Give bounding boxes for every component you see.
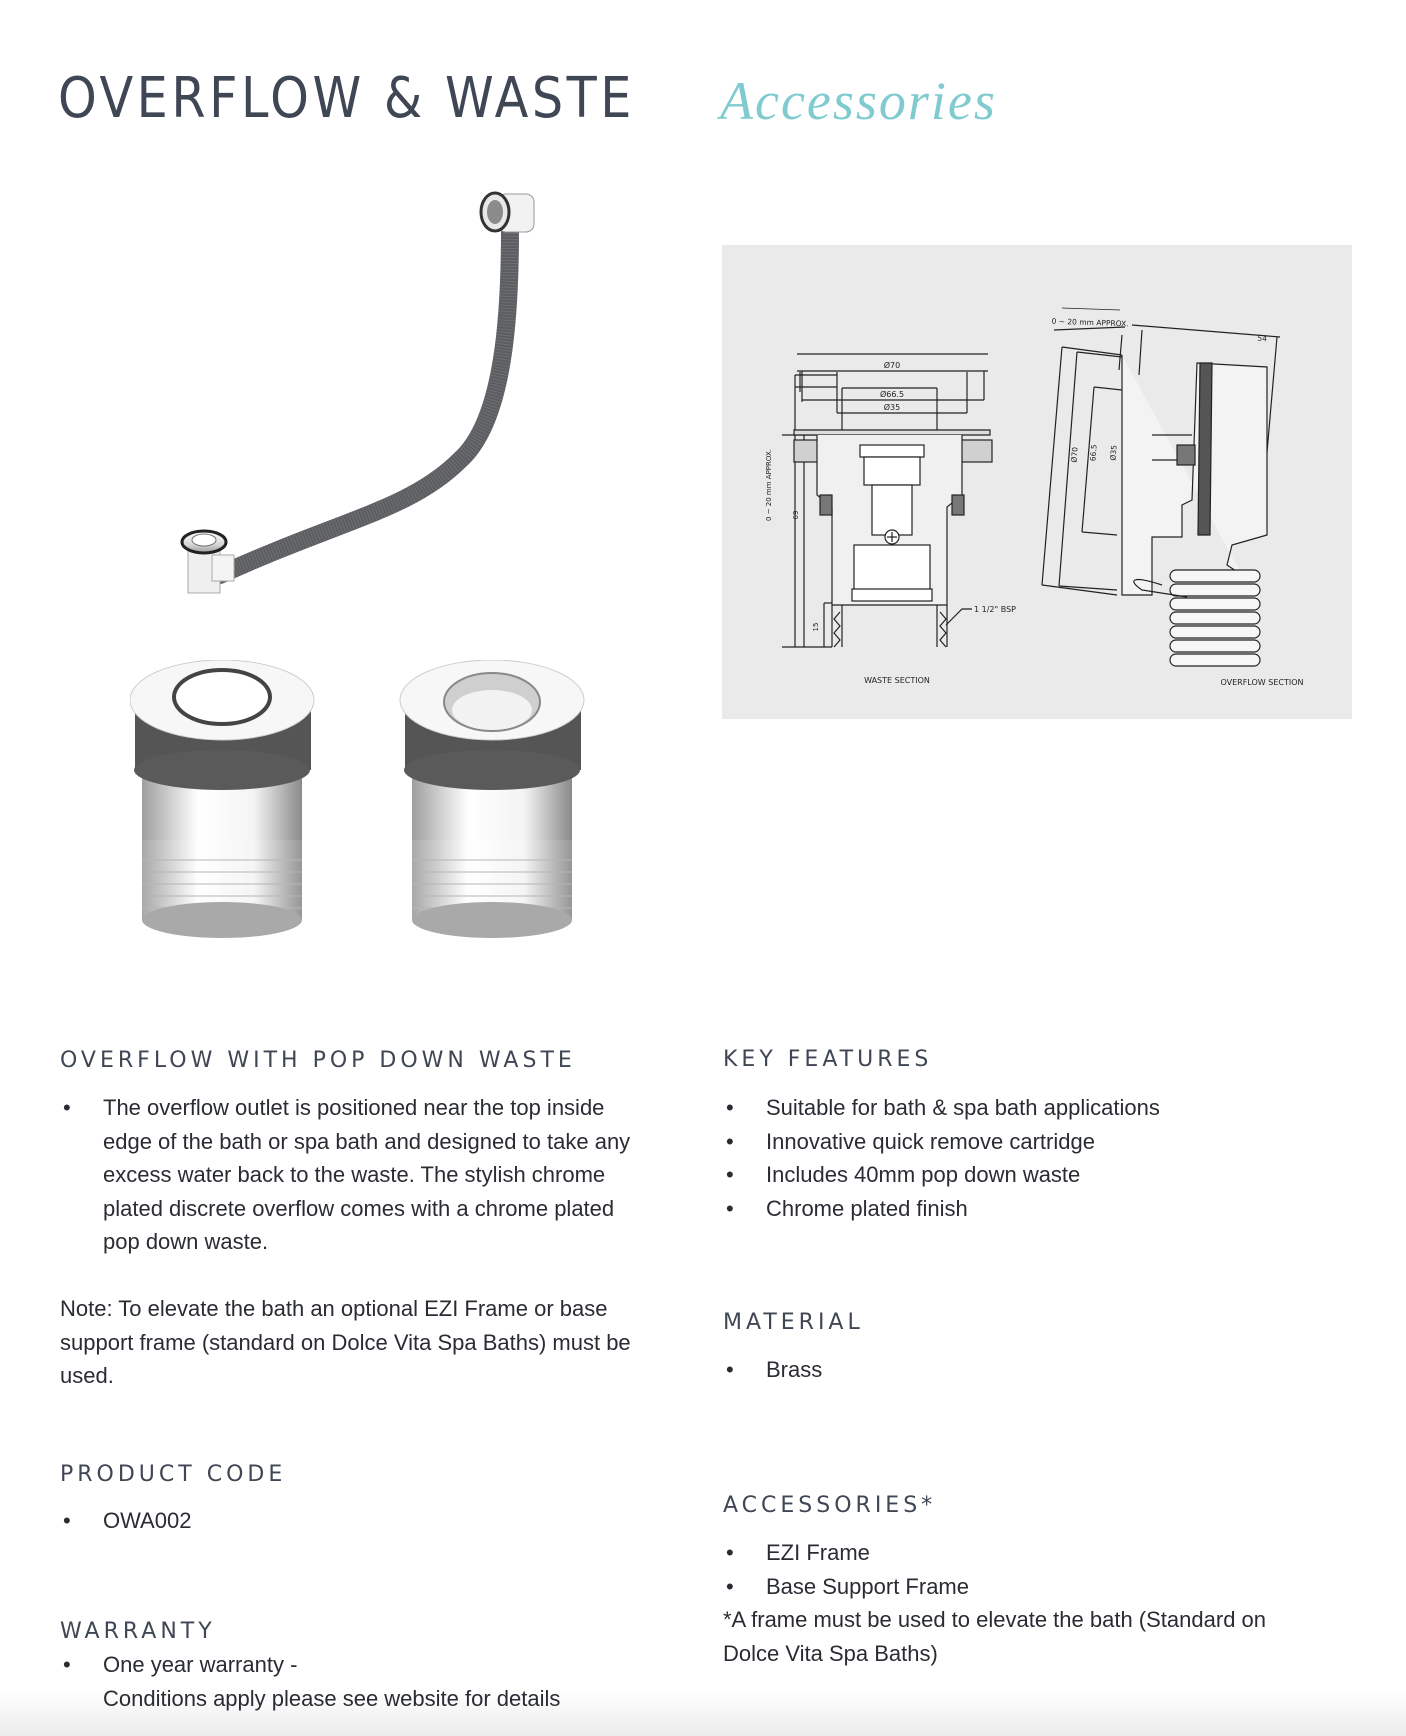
overflow-heading: OVERFLOW WITH POP DOWN WASTE [60,1048,576,1073]
warranty-list [60,1648,700,1715]
dim-waste-69: 69 [792,510,800,520]
description-line: pop down waste. [103,1229,269,1255]
material-list [723,1353,822,1387]
product-code-list [60,1504,191,1538]
dim-waste-approx: 0 ~ 20 mm APPROX. [765,449,773,521]
accessories-list [723,1536,1363,1603]
footnote-line: *A frame must be used to elevate the bath (Standard on [723,1607,1267,1632]
note-paragraph [60,1292,710,1393]
product-code-value: • OWA002 [60,1504,191,1538]
overflow-hose-image [160,190,560,640]
dim-overflow-66-5: 66.5 [1088,444,1099,462]
footnote-line: Dolce Vita Spa Baths) [723,1640,938,1666]
list-item [60,1648,700,1715]
page-title: OVERFLOW & WASTE [58,66,635,131]
list-item [60,1091,700,1259]
warranty-line: • One year warranty - [103,1652,298,1677]
description-line: plated discrete overflow comes with a chrome plated [103,1195,615,1221]
dim-overflow-35: Ø35 [1108,444,1119,461]
note-line: Note: To elevate the bath an optional EZI Frame or base [60,1296,608,1321]
feature-item: • Includes 40mm pop down waste [723,1158,1363,1192]
accessory-item: • EZI Frame [723,1536,1363,1570]
dim-overflow-54: 54 [1257,333,1268,344]
technical-drawing [722,245,1352,719]
accessory-item: • Base Support Frame [723,1570,1363,1604]
description-line: • The overflow outlet is positioned near the top inside [103,1095,605,1120]
accessories-heading: ACCESSORIES* [723,1493,937,1518]
warranty-line: Conditions apply please see website for details [103,1685,561,1711]
key-features-heading: KEY FEATURES [723,1047,933,1072]
material-item: • Brass [723,1353,822,1387]
dim-waste-35: Ø35 [883,403,901,412]
note-line: support frame (standard on Dolce Vita Spa Baths) must be [60,1329,631,1355]
dim-waste-thread: 1 1/2" BSP [974,605,1016,614]
pop-down-waste-image [130,660,630,950]
dim-waste-15: 15 [812,622,820,632]
feature-item: • Chrome plated finish [723,1192,1363,1226]
note-line: used. [60,1363,114,1389]
feature-item: • Suitable for bath & spa bath applications [723,1091,1363,1125]
waste-section-label: WASTE SECTION [864,676,930,685]
dim-waste-66-5: Ø66.5 [879,390,905,399]
key-features-list [723,1091,1363,1225]
description-line: edge of the bath or spa bath and designed to take any [103,1128,631,1154]
overflow-description-list [60,1091,700,1259]
feature-item: • Innovative quick remove cartridge [723,1125,1363,1159]
description-line: excess water back to the waste. The stylish chrome [103,1162,606,1188]
dim-waste-70: Ø70 [883,361,901,370]
accessories-footnote [723,1603,1373,1670]
dim-overflow-70: Ø70 [1069,446,1080,463]
page-subtitle: Accessories [720,71,997,131]
warranty-heading: WARRANTY [60,1619,216,1644]
material-heading: MATERIAL [723,1310,864,1335]
product-code-heading: PRODUCT CODE [60,1462,287,1487]
overflow-section-label: OVERFLOW SECTION [1220,678,1304,687]
dim-overflow-approx: 0 ~ 20 mm APPROX. [1051,316,1129,329]
